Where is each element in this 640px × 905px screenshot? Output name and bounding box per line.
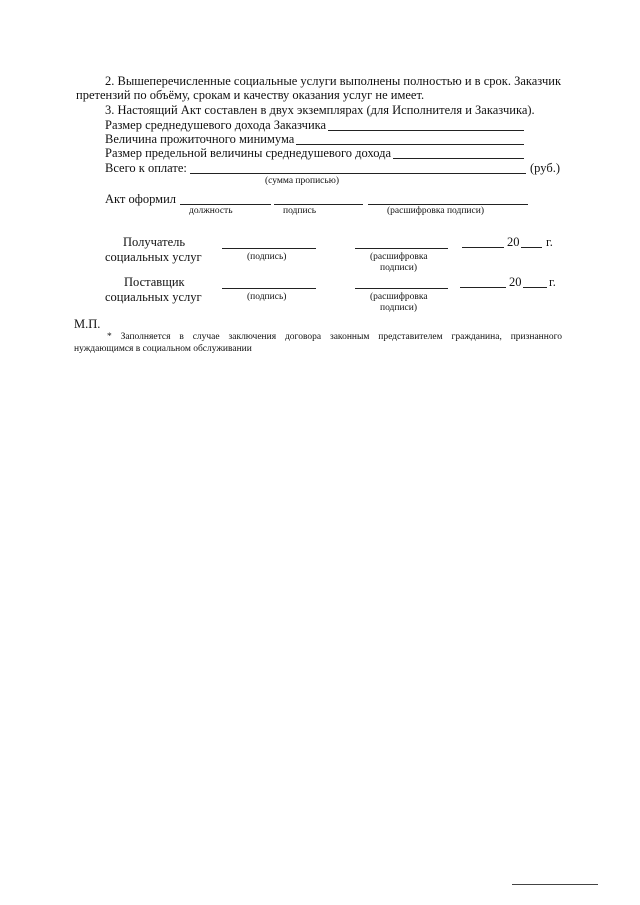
provider-date-suffix: г. bbox=[549, 275, 556, 289]
recipient-signature-caption: (подпись) bbox=[247, 252, 287, 262]
recipient-decode-line[interactable] bbox=[355, 248, 448, 249]
provider-decode-caption-2: подписи) bbox=[380, 303, 418, 313]
bottom-right-rule bbox=[512, 884, 598, 885]
recipient-decode-caption-1: (расшифровка bbox=[370, 252, 428, 262]
provider-date-line[interactable] bbox=[460, 287, 506, 288]
total-caption: (сумма прописью) bbox=[265, 176, 339, 186]
subsistence-line[interactable] bbox=[296, 144, 524, 145]
provider-label-line-2: социальных услуг bbox=[105, 290, 202, 304]
provider-decode-caption-1: (расшифровка bbox=[370, 292, 428, 302]
recipient-signature-line[interactable] bbox=[222, 248, 316, 249]
provider-date-year: 20 bbox=[509, 275, 522, 289]
provider-signature-caption: (подпись) bbox=[247, 292, 287, 302]
stamp-label: М.П. bbox=[74, 317, 101, 331]
recipient-decode-caption-2: подписи) bbox=[380, 263, 418, 273]
limit-income-label: Размер предельной величины среднедушевого дохода bbox=[105, 146, 392, 160]
recipient-date-suffix: г. bbox=[546, 235, 553, 249]
act-signature-caption: подпись bbox=[283, 206, 317, 216]
recipient-date-line[interactable] bbox=[462, 247, 504, 248]
act-position-line[interactable] bbox=[180, 204, 271, 205]
paragraph-2-line-2: претензий по объёму, срокам и качеству оказания услуг не имеет. bbox=[76, 88, 425, 102]
limit-income-line[interactable] bbox=[393, 158, 524, 159]
recipient-label-line-2: социальных услуг bbox=[105, 250, 202, 264]
total-label: Всего к оплате: bbox=[105, 161, 187, 175]
provider-label-line-1: Поставщик bbox=[124, 275, 185, 289]
subsistence-label: Величина прожиточного минимума bbox=[105, 132, 295, 146]
recipient-label-line-1: Получатель bbox=[123, 235, 186, 249]
act-position-caption: должность bbox=[189, 206, 233, 216]
act-label: Акт оформил bbox=[105, 192, 177, 206]
footnote-line-2: нуждающимся в социальном обслуживании bbox=[74, 344, 252, 354]
avg-income-line[interactable] bbox=[328, 130, 524, 131]
provider-signature-line[interactable] bbox=[222, 288, 316, 289]
total-line[interactable] bbox=[190, 173, 526, 174]
act-decode-caption: (расшифровка подписи) bbox=[387, 206, 484, 216]
recipient-date-year: 20 bbox=[507, 235, 520, 249]
act-decode-line[interactable] bbox=[368, 204, 528, 205]
provider-decode-line[interactable] bbox=[355, 288, 448, 289]
recipient-year-line[interactable] bbox=[521, 247, 542, 248]
provider-year-line[interactable] bbox=[523, 287, 547, 288]
avg-income-label: Размер среднедушевого дохода Заказчика bbox=[105, 118, 327, 132]
act-signature-line[interactable] bbox=[274, 204, 363, 205]
total-unit: (руб.) bbox=[530, 161, 560, 175]
paragraph-2-line-1: 2. Вышеперечисленные социальные услуги выполнены полностью и в срок. Заказчик bbox=[105, 74, 562, 88]
paragraph-3: 3. Настоящий Акт составлен в двух экземплярах (для Исполнителя и Заказчика). bbox=[105, 103, 535, 117]
footnote-line-1: * Заполняется в случае заключения договора законным представителем гражданина, признанного bbox=[107, 332, 562, 342]
